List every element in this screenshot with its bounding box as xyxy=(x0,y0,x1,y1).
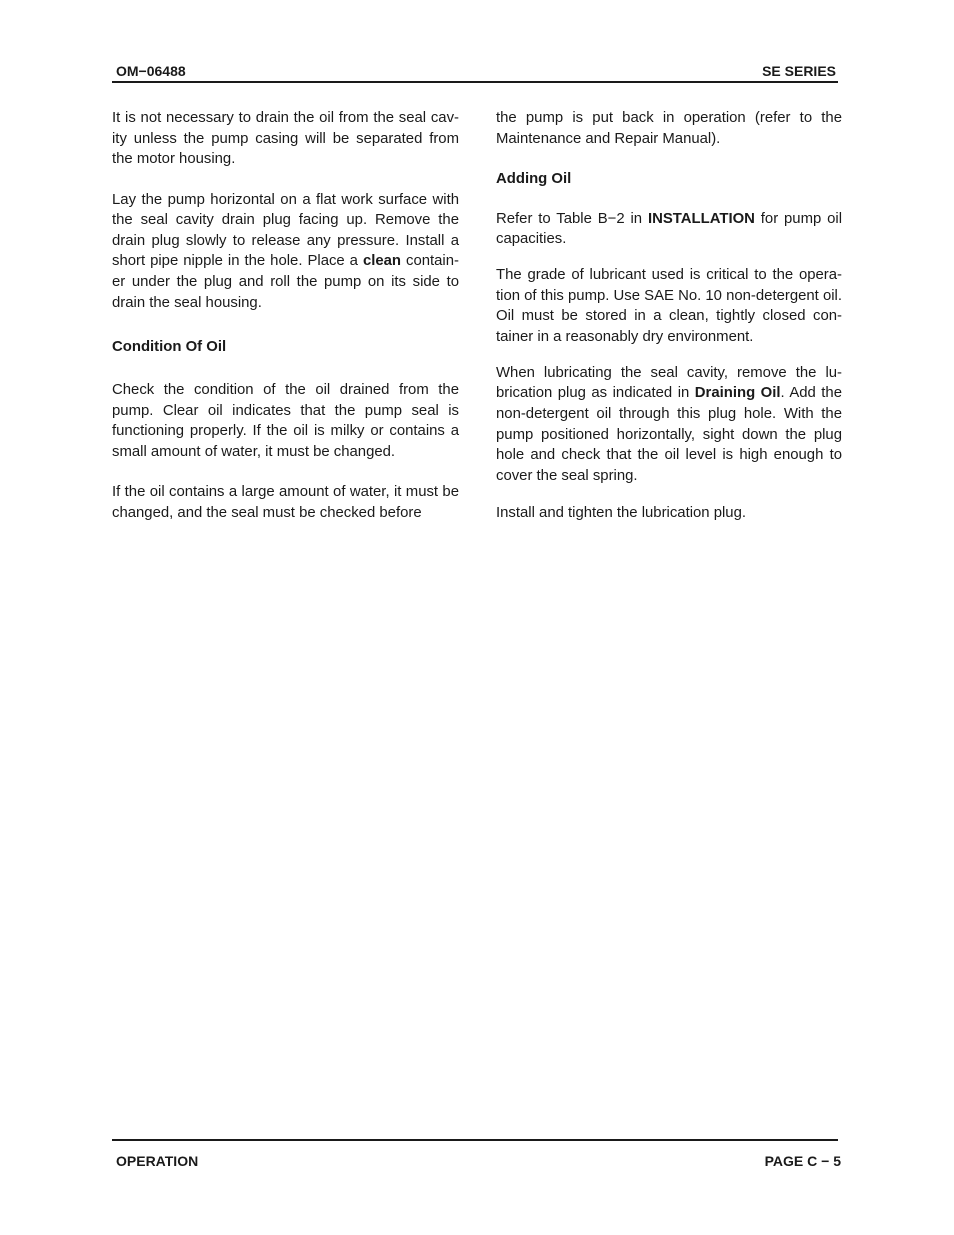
right-column xyxy=(496,108,842,523)
emphasis-draining-oil: Draining Oil xyxy=(694,385,781,402)
heading-adding-oil: Adding Oil xyxy=(496,170,572,187)
emphasis-installation: INSTALLATION xyxy=(647,210,755,227)
paragraph-install-plug: Install and tighten the lubrication plug. xyxy=(496,504,746,521)
page-footer xyxy=(112,1139,841,1171)
emphasis-clean: clean xyxy=(362,253,402,270)
left-column xyxy=(112,108,459,523)
paragraph-lubricating-procedure: When lubricating the seal cavity, remove the lu- brication plug as indicated in Draining Oil. Add the non-detergent oil through this plug hole. With the pump positioned horizontally, sight down the plug hole and check that the oil level is high enough to cover the seal spring. xyxy=(496,364,842,484)
series-title: SE SERIES xyxy=(762,63,836,79)
paragraph-draining-procedure: Lay the pump horizontal on a flat work surface with the seal cavity drain plug facing up. Remove the drain plug slowly to release any pressure. Install a short pipe nipple in the hole. Place a clean contain- er under the plug and roll the pump on its side to drain the seal housing. xyxy=(112,191,459,311)
heading-condition-of-oil: Condition Of Oil xyxy=(112,339,227,356)
section-name: OPERATION xyxy=(116,1153,199,1169)
page-number: PAGE C − 5 xyxy=(764,1153,841,1169)
paragraph-oil-capacities: Refer to Table B−2 in INSTALLATION for pump oil capacities. xyxy=(496,210,843,248)
paragraph-back-in-operation: the pump is put back in operation (refer to the Maintenance and Repair Manual). xyxy=(496,110,842,147)
paragraph-draining-note: It is not necessary to drain the oil from the seal cav- ity unless the pump casing will be separated from the motor housing. xyxy=(112,110,459,168)
document-number: OM−06488 xyxy=(116,63,186,79)
page-header xyxy=(112,62,838,83)
paragraph-lubricant-grade: The grade of lubricant used is critical to the opera- tion of this pump. Use SAE No. 10 non-detergent oil. Oil must be stored in a clean, tightly closed con- tainer in a reasonably dry environment. xyxy=(496,267,842,345)
paragraph-water-in-oil: If the oil contains a large amount of water, it must be changed, and the seal must be checked before xyxy=(112,484,459,521)
paragraph-oil-condition: Check the condition of the oil drained from the pump. Clear oil indicates that the pump seal is functioning properly. If the oil is milky or contains a small amount of water, it must be changed. xyxy=(112,382,459,460)
